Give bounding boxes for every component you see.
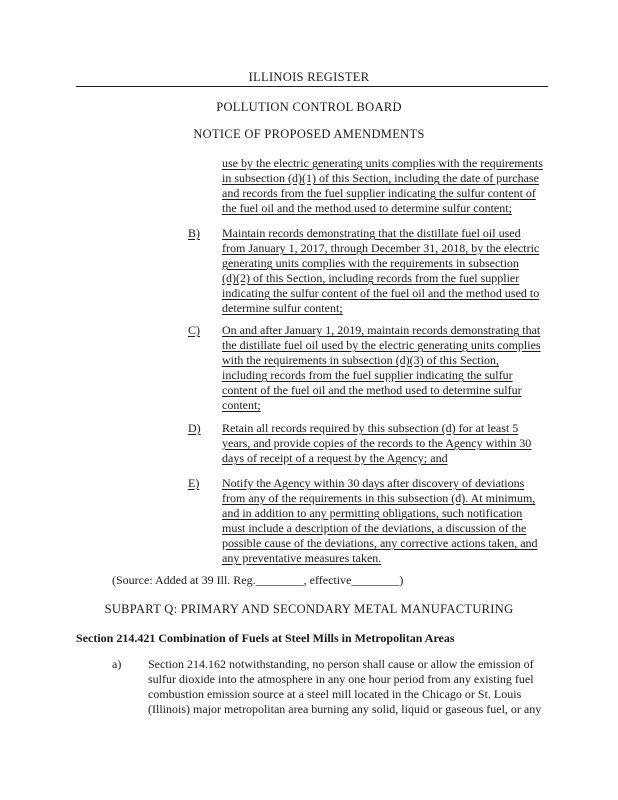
header-rule [76,86,548,87]
subpart-heading: SUBPART Q: PRIMARY AND SECONDARY METAL MANUFACTURING [104,602,514,616]
source-note: (Source: Added at 39 Ill. Reg.________, effective________) [112,573,404,587]
item-line: any preventative measures taken. [222,551,382,565]
section-a-line: sulfur dioxide into the atmosphere in any one hour period from any existing fuel [148,672,534,686]
item-line: with the requirements in subsection (d)(3) of this Section, [222,353,499,367]
item-label: D) [188,421,201,435]
item-label: E) [188,476,200,490]
item-line: Maintain records demonstrating that the distillate fuel oil used [222,226,521,240]
item-line: days of receipt of a request by the Agency; and [222,451,448,465]
continuation-line: in subsection (d)(1) of this Section, including the date of purchase [222,171,539,185]
item-line: (d)(2) of this Section, including records from the fuel supplier [222,271,520,285]
section-a-line: combustion emission source at a steel mill located in the Chicago or St. Louis [148,687,522,701]
item-line: including records from the fuel supplier indicating the sulfur [222,368,513,382]
item-label: B) [188,226,200,240]
item-line: Retain all records required by this subsection (d) for at least 5 [222,421,519,435]
register-title: ILLINOIS REGISTER [248,70,370,84]
item-line: generating units complies with the requirements in subsection [222,256,519,270]
section-title: Section 214.421 Combination of Fuels at Steel Mills in Metropolitan Areas [76,631,455,645]
item-line: must include a description of the deviations, a discussion of the [222,521,527,535]
continuation-line: the fuel oil and the method used to determine sulfur content; [222,201,512,215]
notice-title: NOTICE OF PROPOSED AMENDMENTS [193,127,425,141]
board-title: POLLUTION CONTROL BOARD [216,100,402,114]
continuation-line: use by the electric generating units complies with the requirements [222,156,543,170]
section-a-line: (Illinois) major metropolitan area burning any solid, liquid or gaseous fuel, or any [148,702,542,716]
item-line: indicating the sulfur content of the fuel oil and the method used to [222,286,540,300]
item-line: and in addition to any permitting obligations, such notification [222,506,523,520]
item-line: from January 1, 2017, through December 31, 2018, by the electric [222,241,540,255]
item-line: the distillate fuel oil used by the electric generating units complies [222,338,541,352]
item-line: possible cause of the deviations, any corrective actions taken, and [222,536,538,550]
item-line: determine sulfur content; [222,301,343,315]
item-line: from any of the requirements in this subsection (d). At minimum, [222,491,536,505]
item-line: On and after January 1, 2019, maintain records demonstrating that [222,323,541,337]
item-label: C) [188,323,200,337]
item-line: years, and provide copies of the records to the Agency within 30 [222,436,532,450]
section-a-line: Section 214.162 notwithstanding, no person shall cause or allow the emission of [148,657,534,671]
item-line: Notify the Agency within 30 days after discovery of deviations [222,476,525,490]
item-line: content; [222,398,261,412]
section-a-label: a) [112,657,122,671]
continuation-line: and records from the fuel supplier indicating the sulfur content of [222,186,536,200]
item-line: content of the fuel oil and the method used to determine sulfur [222,383,522,397]
